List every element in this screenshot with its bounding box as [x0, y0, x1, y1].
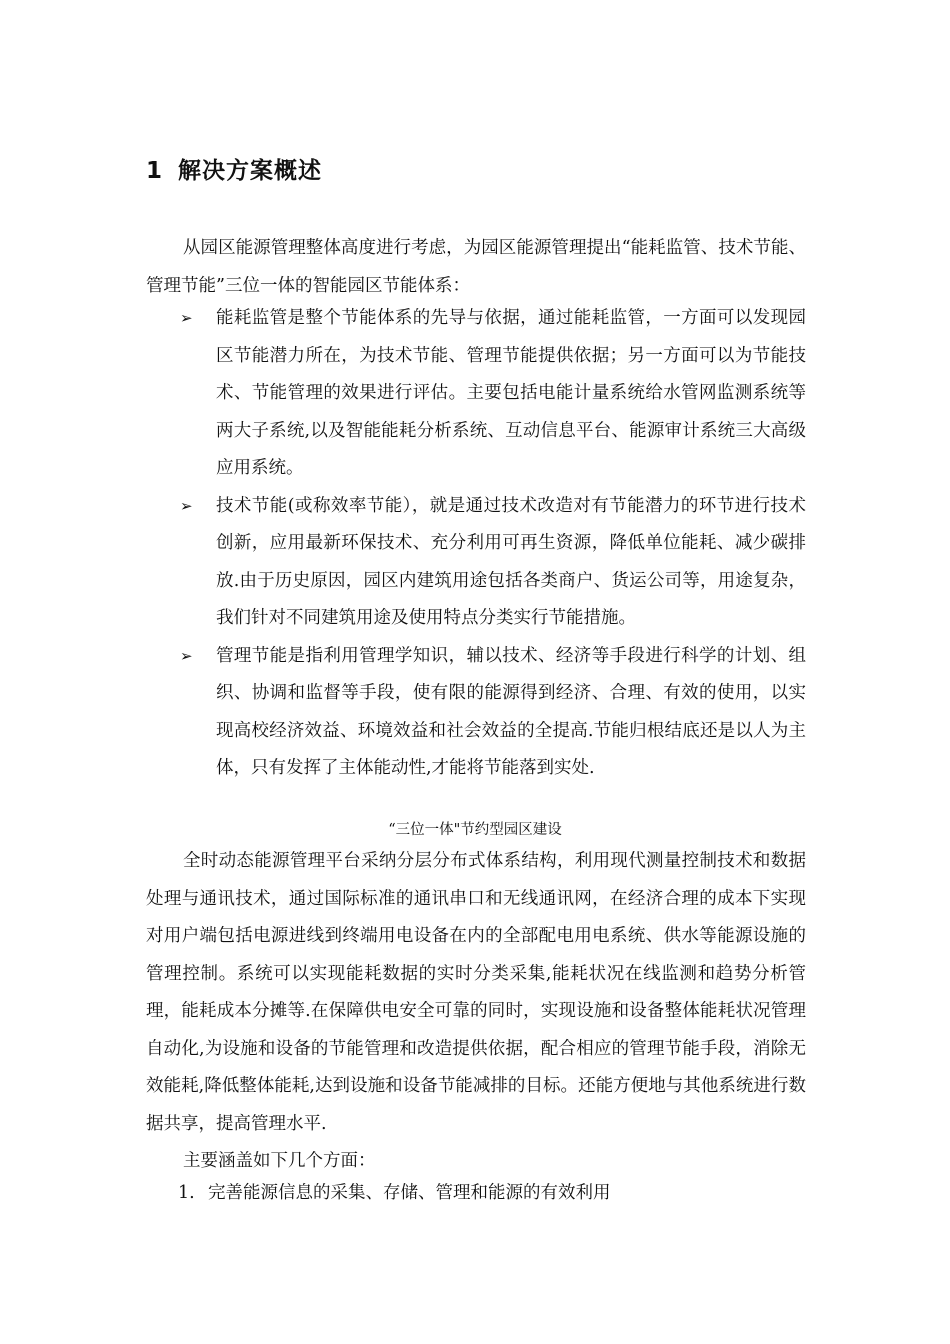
intro-paragraph: 从园区能源管理整体高度进行考虑，为园区能源管理提出“能耗监管、技术节能、管理节能”三位一体的智能园区节能体系： [146, 238, 806, 296]
item-number: 1. [178, 1183, 195, 1203]
bullet-item [178, 488, 806, 638]
lead-paragraph: 主要涵盖如下几个方面： [183, 1151, 376, 1171]
bullet-list [178, 300, 806, 788]
item-text: 完善能源信息的采集、存储、管理和能源的有效利用 [208, 1183, 611, 1203]
numbered-item [178, 1178, 611, 1208]
section-heading [146, 152, 322, 185]
bullet-text: 能耗监管是整个节能体系的先导与依据，通过能耗监管，一方面可以发现园区节能潜力所在，为技术节能、管理节能提供依据；另一方面可以为节能技术、节能管理的效果进行评估。主要包括电能计量系统给水管网监测系统等两大子系统,以及智能能耗分析系统、互动信息平台、能源审计系统三大高级应用系统。 [216, 308, 806, 478]
bullet-item [178, 638, 806, 788]
section-number: 1 [146, 158, 164, 184]
figure-caption: “三位一体"节约型园区建设 [388, 822, 562, 838]
body-paragraph: 全时动态能源管理平台采纳分层分布式体系结构，利用现代测量控制技术和数据处理与通讯技术，通过国际标准的通讯串口和无线通讯网，在经济合理的成本下实现对用户端包括电源进线到终端用电设备在内的全部配电用电系统、供水等能源设施的管理控制。系统可以实现能耗数据的实时分类采集,能耗状况在线监测和趋势分析管理，能耗成本分摊等.在保障供电安全可靠的同时，实现设施和设备整体能耗状况管理自动化,为设施和设备的节能管理和改造提供依据，配合相应的管理节能手段，消除无效能耗,降低整体能耗,达到设施和设备节能减排的目标。还能方便地与其他系统进行数据共享，提高管理水平. [146, 851, 806, 1134]
bullet-text: 管理节能是指利用管理学知识，辅以技术、经济等手段进行科学的计划、组织、协调和监督等手段，使有限的能源得到经济、合理、有效的使用，以实现高校经济效益、环境效益和社会效益的全提高.节能归根结底还是以人为主体，只有发挥了主体能动性,才能将节能落到实处. [216, 645, 806, 778]
arrow-bullet-icon: ➢ [180, 496, 193, 515]
arrow-bullet-icon: ➢ [180, 309, 193, 327]
bullet-item [178, 300, 806, 488]
bullet-text: 技术节能(或称效率节能），就是通过技术改造对有节能潜力的环节进行技术创新，应用最新环保技术、充分利用可再生资源，降低单位能耗、减少碳排放.由于历史原因，园区内建筑用途包括各类商户、货运公司等，用途复杂，我们针对不同建筑用途及使用特点分类实行节能措施。 [216, 495, 806, 628]
arrow-bullet-icon: ➢ [180, 646, 193, 665]
section-title: 解决方案概述 [178, 158, 322, 184]
